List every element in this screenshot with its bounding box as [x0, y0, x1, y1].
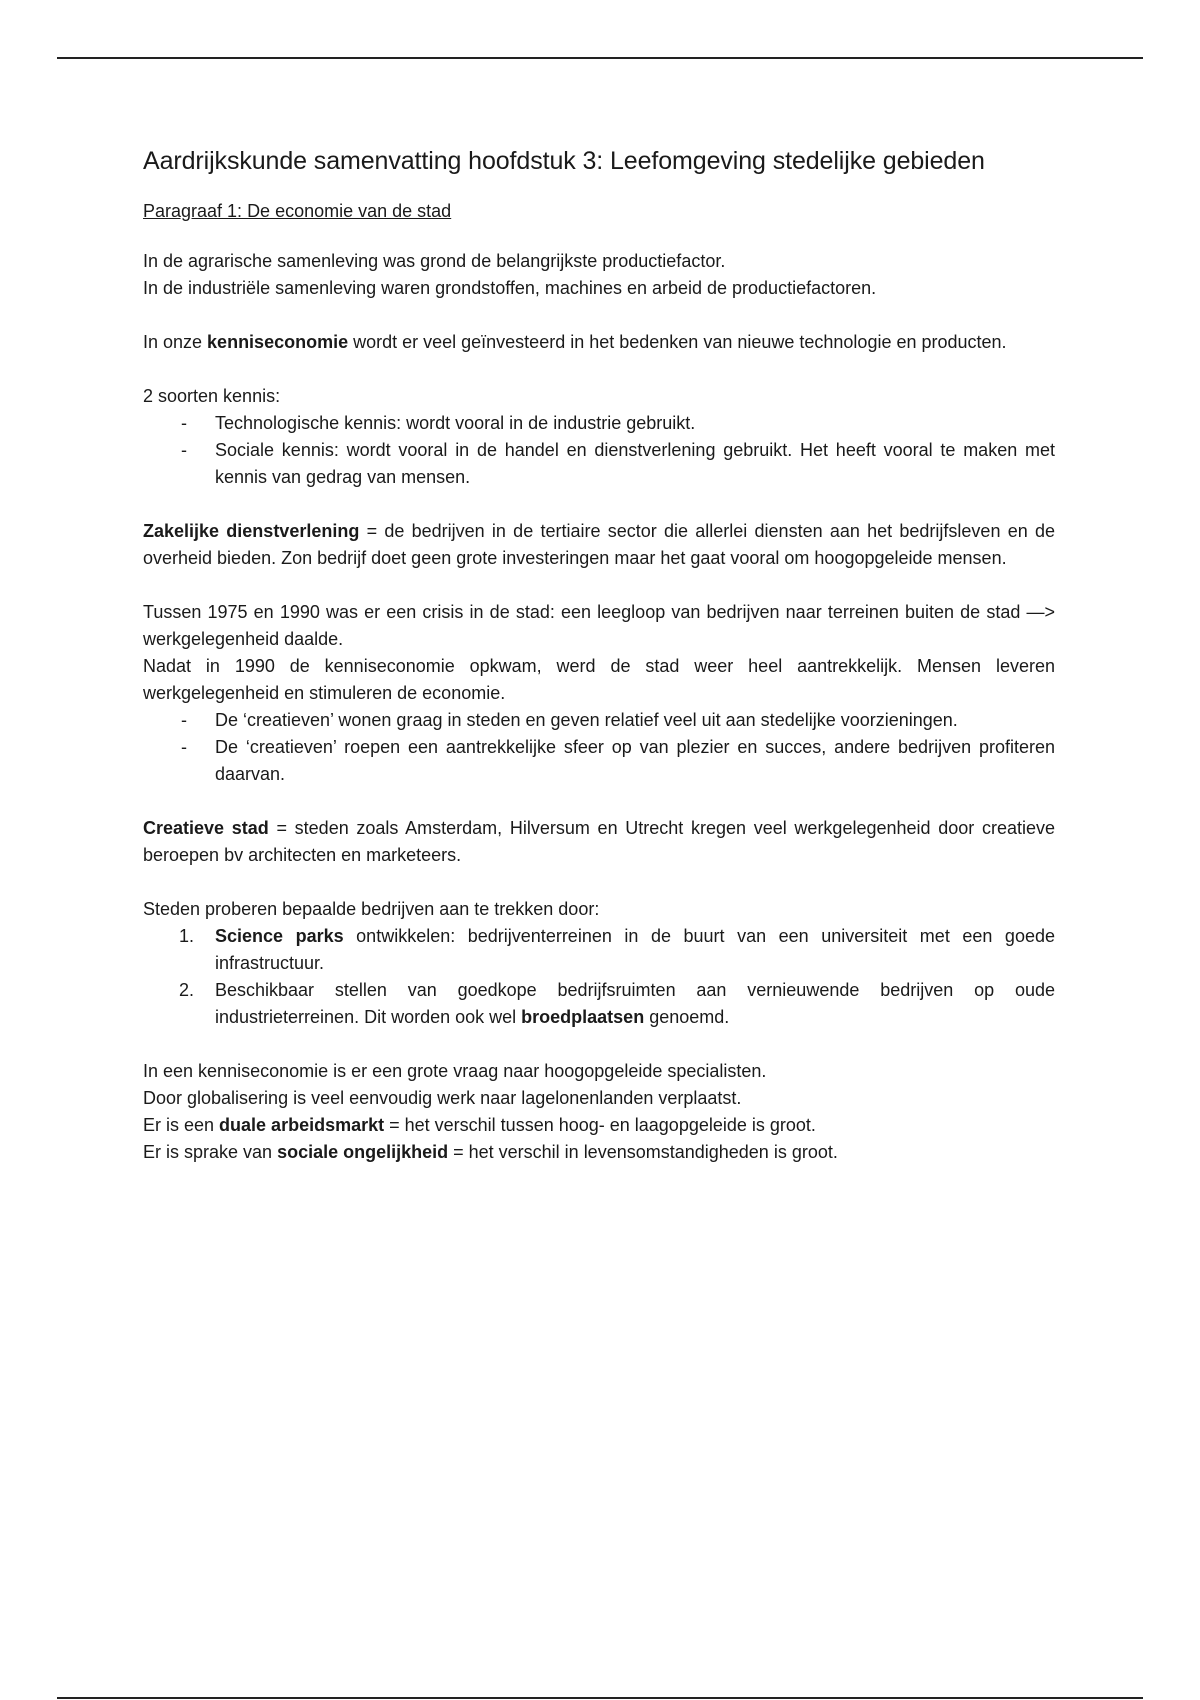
paragraph-zakelijke-dienstverlening — [143, 518, 1055, 572]
crisis-block — [143, 599, 1055, 788]
document-title: Aardrijkskunde samenvatting hoofdstuk 3: Leefomgeving stedelijke gebieden — [143, 147, 985, 175]
list-item-text: De ‘creatieven’ wonen graag in steden en geven relatief veel uit aan stedelijke voorzieningen. — [215, 710, 958, 730]
steden-intro: Steden proberen bepaalde bedrijven aan te trekken door: — [143, 899, 600, 919]
nadat-text: Nadat in 1990 de kenniseconomie opkwam, werd de stad weer heel aantrekkelijk. Mensen leveren werkgelegenheid en stimuleren de economie. — [143, 656, 1055, 703]
document-page — [143, 143, 1055, 1193]
kennis-intro: 2 soorten kennis: — [143, 386, 281, 406]
text-span: = het verschil tussen hoog- en laagopgeleide is groot. — [384, 1115, 816, 1135]
kennis-block — [143, 383, 1055, 491]
list-item-text: ontwikkelen: bedrijventerreinen in de buurt van een universiteit met een goede infrastructuur. — [215, 926, 1055, 973]
text-line — [143, 1112, 1055, 1139]
paragraph-productiefactoren — [143, 248, 1055, 302]
kennis-list — [143, 410, 1055, 491]
steden-list — [143, 923, 1055, 1031]
paragraph-kenniseconomie — [143, 329, 1055, 356]
text-span: In onze — [143, 332, 208, 352]
dash-bullet: - — [181, 413, 187, 433]
list-item — [143, 734, 1055, 788]
term-sociale-ongelijkheid: sociale ongelijkheid — [277, 1142, 449, 1162]
steden-block — [143, 896, 1055, 1031]
list-number: 2. — [179, 980, 195, 1000]
text-line: Door globalisering is veel eenvoudig werk naar lagelonenlanden verplaatst. — [143, 1088, 742, 1108]
crisis-text: Tussen 1975 en 1990 was er een crisis in de stad: een leegloop van bedrijven naar terreinen buiten de stad —> werkgelegenheid daalde. — [143, 602, 1055, 649]
list-item — [143, 410, 1055, 437]
list-item — [143, 707, 1055, 734]
list-number: 1. — [179, 926, 195, 946]
list-item — [143, 977, 1055, 1031]
bottom-divider — [57, 1697, 1143, 1699]
text-span: = steden zoals Amsterdam, Hilversum en Utrecht kregen veel werkgelegenheid door creatieve beroepen bv architecten en marketeers. — [143, 818, 1055, 865]
creatieven-list — [143, 707, 1055, 788]
section-heading: Paragraaf 1: De economie van de stad — [143, 201, 452, 221]
dash-bullet: - — [181, 737, 187, 757]
list-item-text: Beschikbaar stellen van goedkope bedrijfsruimten aan vernieuwende bedrijven op oude industrieterreinen. Dit worden ook wel — [215, 980, 1055, 1027]
term-duale-arbeidsmarkt: duale arbeidsmarkt — [219, 1115, 385, 1135]
term-kenniseconomie: kenniseconomie — [207, 332, 349, 352]
dash-bullet: - — [181, 440, 187, 460]
paragraph-arbeidsmarkt — [143, 1058, 1055, 1166]
list-item-text: genoemd. — [644, 1007, 730, 1027]
text-line — [143, 1139, 1055, 1166]
term-creatieve-stad: Creatieve stad — [143, 818, 269, 838]
list-item-text: Technologische kennis: wordt vooral in de industrie gebruikt. — [215, 413, 696, 433]
text-span: = het verschil in levensomstandigheden is groot. — [448, 1142, 838, 1162]
term-zakelijke-dienstverlening: Zakelijke dienstverlening — [143, 521, 360, 541]
text-span: Er is sprake van — [143, 1142, 278, 1162]
term-broedplaatsen: broedplaatsen — [521, 1007, 645, 1027]
text-span: = de bedrijven in de tertiaire sector die allerlei diensten aan het bedrijfsleven en de overheid bieden. Zon bedrijf doet geen grote investeringen maar het gaat vooral om hoogopgeleide mensen. — [143, 521, 1055, 568]
list-item — [143, 437, 1055, 491]
term-science-parks: Science parks — [215, 926, 344, 946]
text-line: In een kenniseconomie is er een grote vraag naar hoogopgeleide specialisten. — [143, 1061, 767, 1081]
text-line: In de industriële samenleving waren grondstoffen, machines en arbeid de productiefactoren. — [143, 278, 877, 298]
list-item-text: Sociale kennis: wordt vooral in de handel en dienstverlening gebruikt. Het heeft vooral te maken met kennis van gedrag van mensen. — [215, 440, 1055, 487]
dash-bullet: - — [181, 710, 187, 730]
text-line: In de agrarische samenleving was grond de belangrijkste productiefactor. — [143, 251, 726, 271]
list-item — [143, 923, 1055, 977]
top-divider — [57, 57, 1143, 59]
list-item-text: De ‘creatieven’ roepen een aantrekkelijke sfeer op van plezier en succes, andere bedrijven profiteren daarvan. — [215, 737, 1055, 784]
paragraph-creatieve-stad — [143, 815, 1055, 869]
text-span: Er is een — [143, 1115, 220, 1135]
text-span: wordt er veel geïnvesteerd in het bedenken van nieuwe technologie en producten. — [348, 332, 1007, 352]
